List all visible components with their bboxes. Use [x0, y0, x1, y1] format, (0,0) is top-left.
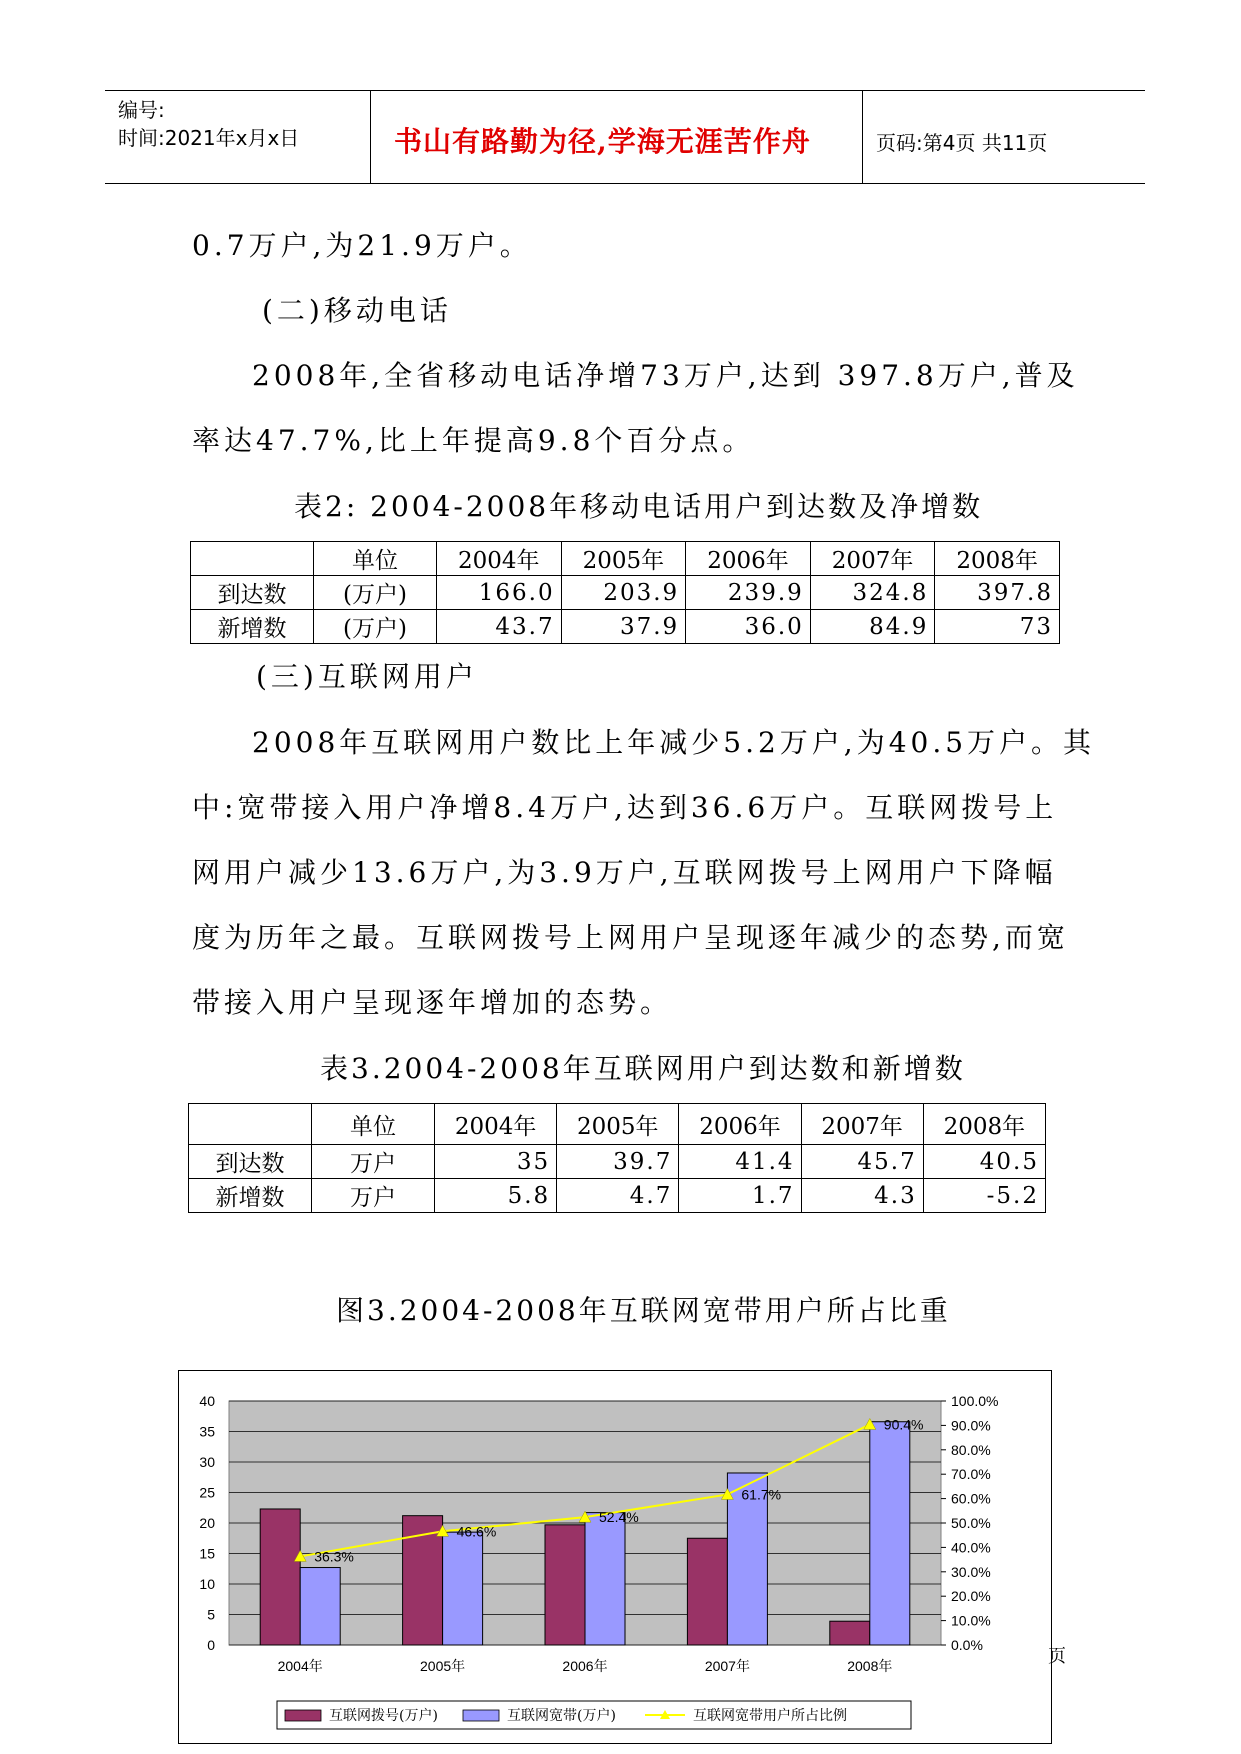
- header-time-label: 时间:2021年x月x日: [118, 126, 300, 150]
- bar: [687, 1538, 727, 1645]
- section-2-title: (二)移动电话: [262, 294, 452, 327]
- right-axis-tick-label: 90.0%: [951, 1417, 991, 1434]
- table-row: [191, 576, 1060, 610]
- table-cell: 4.3: [801, 1179, 923, 1213]
- table-cell: 41.4: [679, 1145, 801, 1179]
- left-axis-tick-label: 25: [199, 1484, 215, 1501]
- para-3-line-4: 度为历年之最。互联网拨号上网用户呈现逐年减少的态势,而宽: [192, 921, 1069, 954]
- header-divider-right: [862, 90, 863, 184]
- left-axis-tick-label: 10: [199, 1576, 215, 1592]
- body-line-1: 0.7万户,为21.9万户。: [192, 229, 532, 262]
- header-number-label: 编号:: [118, 98, 165, 122]
- bar: [545, 1525, 585, 1645]
- left-axis-tick-label: 20: [199, 1515, 215, 1531]
- legend-swatch: [285, 1710, 321, 1721]
- left-axis-tick-label: 35: [199, 1423, 215, 1440]
- para-3-line-1: 2008年互联网用户数比上年减少5.2万户,为40.5万户。其: [252, 726, 1096, 759]
- table-cell: 45.7: [801, 1145, 923, 1179]
- right-axis-tick-label: 10.0%: [951, 1612, 991, 1629]
- x-axis-tick-label: 2006年: [562, 1658, 608, 1674]
- table-cell: 到达数: [189, 1145, 312, 1179]
- x-axis-tick-label: 2008年: [847, 1658, 893, 1674]
- left-axis-tick-label: 5: [207, 1606, 215, 1623]
- right-axis-tick-label: 70.0%: [951, 1466, 991, 1483]
- table-cell: 35: [435, 1145, 557, 1179]
- table-row: [191, 542, 1060, 576]
- table-2: [190, 541, 1060, 644]
- table-3: [188, 1103, 1046, 1213]
- table-cell: 2004年: [435, 1104, 557, 1145]
- table-cell: 239.9: [686, 576, 811, 610]
- header-page-label: 页码:第4页 共11页: [876, 131, 1048, 155]
- right-axis-tick-label: 60.0%: [951, 1490, 991, 1507]
- table-cell: 2007年: [801, 1104, 923, 1145]
- chart-svg: [179, 1371, 1051, 1743]
- footer-fragment: 页: [1048, 1646, 1066, 1667]
- x-axis-tick-label: 2005年: [420, 1658, 466, 1674]
- header-divider-left: [370, 90, 371, 184]
- data-label: 61.7%: [741, 1486, 782, 1503]
- section-3-title: (三)互联网用户: [256, 660, 478, 693]
- legend-label: 互联网宽带(万户): [507, 1708, 616, 1724]
- legend-label: 互联网宽带用户所占比例: [693, 1708, 847, 1724]
- left-axis-tick-label: 15: [199, 1545, 215, 1562]
- data-label: 52.4%: [599, 1509, 639, 1526]
- table-cell: 2005年: [561, 542, 686, 576]
- header-top-rule: [105, 90, 1145, 91]
- table-cell: 4.7: [557, 1179, 679, 1213]
- legend-swatch: [463, 1710, 499, 1721]
- table-cell: (万户): [314, 610, 437, 644]
- x-axis-tick-label: 2007年: [704, 1658, 750, 1674]
- table-cell: 37.9: [561, 610, 686, 644]
- chart-frame: [178, 1370, 1052, 1744]
- table-cell: 73: [935, 610, 1060, 644]
- table-cell: 2004年: [437, 542, 562, 576]
- left-axis-tick-label: 0: [207, 1637, 215, 1653]
- right-axis-tick-label: 0.0%: [951, 1637, 983, 1653]
- table-row: [189, 1145, 1046, 1179]
- table-cell: 397.8: [935, 576, 1060, 610]
- table-cell: 单位: [312, 1104, 435, 1145]
- table-cell: [189, 1104, 312, 1145]
- bar: [585, 1513, 625, 1645]
- x-axis-tick-label: 2004年: [277, 1658, 323, 1674]
- table-cell: 2007年: [810, 542, 935, 576]
- table-3-caption: 表3.2004-2008年互联网用户到达数和新增数: [320, 1052, 966, 1085]
- table-row: [189, 1179, 1046, 1213]
- right-axis-tick-label: 40.0%: [951, 1539, 991, 1556]
- table-cell: 万户: [312, 1179, 435, 1213]
- table-cell: 43.7: [437, 610, 562, 644]
- table-cell: 到达数: [191, 576, 314, 610]
- table-row: [189, 1104, 1046, 1145]
- table-cell: 1.7: [679, 1179, 801, 1213]
- bar: [443, 1532, 483, 1645]
- table-cell: 39.7: [557, 1145, 679, 1179]
- table-cell: 2006年: [679, 1104, 801, 1145]
- right-axis-tick-label: 30.0%: [951, 1563, 991, 1580]
- para-2-line-2: 率达47.7%,比上年提高9.8个百分点。: [192, 424, 755, 457]
- data-label: 46.6%: [456, 1523, 497, 1540]
- table-cell: 2008年: [923, 1104, 1045, 1145]
- right-axis-tick-label: 20.0%: [951, 1588, 991, 1605]
- table-cell: 84.9: [810, 610, 935, 644]
- table-cell: (万户): [314, 576, 437, 610]
- table-cell: 36.0: [686, 610, 811, 644]
- right-axis-tick-label: 100.0%: [951, 1393, 999, 1409]
- table-cell: 2006年: [686, 542, 811, 576]
- header-motto: 书山有路勤为径,学海无涯苦作舟: [394, 125, 811, 158]
- table-cell: 2008年: [935, 542, 1060, 576]
- table-row: [191, 610, 1060, 644]
- figure-3-caption: 图3.2004-2008年互联网宽带用户所占比重: [336, 1294, 951, 1327]
- table-cell: 40.5: [923, 1145, 1045, 1179]
- left-axis-tick-label: 30: [199, 1454, 215, 1470]
- bar: [830, 1621, 870, 1645]
- table-cell: -5.2: [923, 1179, 1045, 1213]
- table-cell: [191, 542, 314, 576]
- data-label: 36.3%: [314, 1548, 354, 1565]
- table-cell: 单位: [314, 542, 437, 576]
- right-axis-tick-label: 80.0%: [951, 1441, 991, 1458]
- table-cell: 324.8: [810, 576, 935, 610]
- table-cell: 万户: [312, 1145, 435, 1179]
- table-2-caption: 表2: 2004-2008年移动电话用户到达数及净增数: [294, 490, 984, 523]
- bar: [260, 1509, 300, 1645]
- para-3-line-5: 带接入用户呈现逐年增加的态势。: [192, 986, 673, 1019]
- para-2-line-1: 2008年,全省移动电话净增73万户,达到 397.8万户,普及: [252, 359, 1079, 392]
- data-label: 90.4%: [883, 1416, 924, 1433]
- para-3-line-2: 中:宽带接入用户净增8.4万户,达到36.6万户。互联网拨号上: [192, 791, 1058, 824]
- bar: [870, 1422, 910, 1645]
- table-cell: 新增数: [191, 610, 314, 644]
- table-cell: 5.8: [435, 1179, 557, 1213]
- right-axis-tick-label: 50.0%: [951, 1515, 991, 1531]
- table-cell: 166.0: [437, 576, 562, 610]
- table-cell: 新增数: [189, 1179, 312, 1213]
- para-3-line-3: 网用户减少13.6万户,为3.9万户,互联网拨号上网用户下降幅: [192, 856, 1057, 889]
- bar: [300, 1568, 340, 1645]
- left-axis-tick-label: 40: [199, 1393, 215, 1409]
- table-cell: 203.9: [561, 576, 686, 610]
- header-bottom-rule: [105, 183, 1145, 184]
- table-cell: 2005年: [557, 1104, 679, 1145]
- legend-label: 互联网拨号(万户): [329, 1708, 438, 1724]
